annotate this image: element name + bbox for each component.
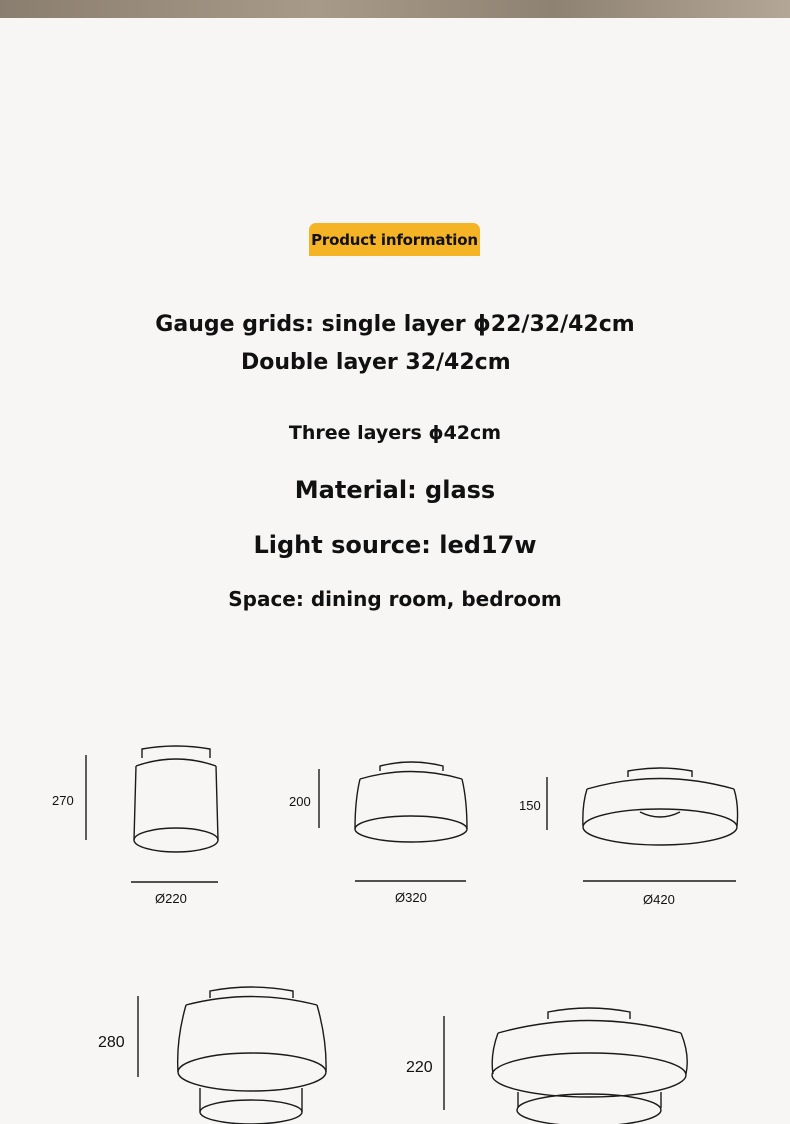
lamp-base-ellipse — [355, 816, 467, 842]
lamp-base-ellipse — [134, 828, 218, 852]
lamp-diagram-3 — [519, 768, 738, 907]
lamp3-diameter-label: Ø420 — [643, 892, 675, 907]
spec-material: Material: glass — [294, 476, 496, 504]
lamp-base-ellipse — [583, 809, 737, 845]
lamp2-height-label: 200 — [289, 794, 311, 809]
lamp-top — [360, 772, 462, 780]
spec-gauge-grids: Gauge grids: single layer ϕ22/32/42cm — [155, 312, 635, 337]
lamp-top — [136, 759, 216, 766]
lamp-sides — [178, 1005, 326, 1072]
lamp-diagram-4 — [98, 987, 326, 1124]
lamp-lower-ellipse — [200, 1100, 302, 1124]
lamp-diagram-2 — [289, 762, 467, 905]
lamp-top — [186, 997, 317, 1006]
lamp-diagram-5 — [406, 1008, 687, 1124]
lamp3-height-label: 150 — [519, 798, 541, 813]
lamp2-diameter-label: Ø320 — [395, 890, 427, 905]
spec-three-layers: Three layers ϕ42cm — [288, 422, 502, 444]
lamp1-height-label: 270 — [52, 793, 74, 808]
lamp-top — [587, 779, 734, 790]
lamp-inner-mount — [640, 812, 680, 817]
lamp-upper-ellipse — [492, 1053, 686, 1097]
lamp-upper-ellipse — [178, 1053, 326, 1091]
lamp-cap — [548, 1008, 630, 1019]
badge-label: Product information — [311, 230, 478, 249]
lamp-lower-ellipse — [517, 1094, 661, 1124]
spec-double-layer: Double layer 32/42cm — [241, 350, 511, 375]
lamp-cap — [142, 746, 210, 758]
lamp-cap — [628, 768, 692, 777]
lamp-sides — [583, 789, 738, 826]
lamp-diagram-1 — [52, 746, 218, 906]
lamp-top — [498, 1021, 681, 1034]
lamp5-height-label: 220 — [406, 1059, 433, 1076]
spec-light-source: Light source: led17w — [253, 531, 537, 559]
lamp1-diameter-label: Ø220 — [155, 891, 187, 906]
spec-space: Space: dining room, bedroom — [228, 587, 562, 611]
lamp4-height-label: 280 — [98, 1034, 125, 1051]
lamp-cap — [380, 762, 443, 771]
lamp-sides — [134, 766, 218, 840]
lamp-sides — [355, 779, 467, 829]
